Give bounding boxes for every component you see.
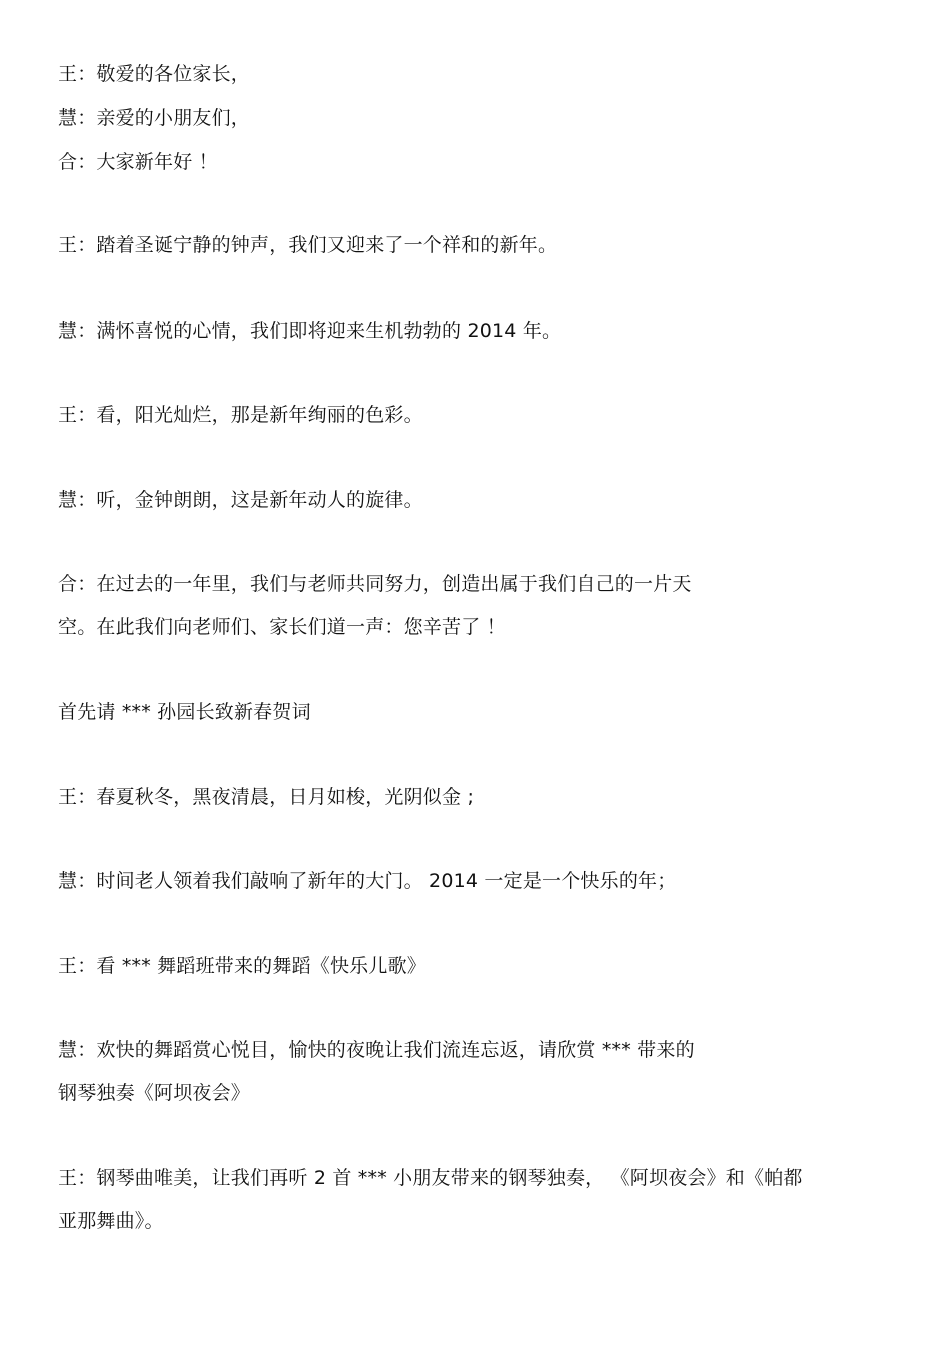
script-line: 王：钢琴曲唯美，让我们再听 2 首 *** 小朋友带来的钢琴独奏， 《阿坝夜会》和《帕都 [58,1167,803,1189]
script-line: 慧：亲爱的小朋友们， [58,107,251,129]
script-line: 慧：满怀喜悦的心情，我们即将迎来生机勃勃的 2014 年。 [58,320,562,342]
script-line: 钢琴独奏《阿坝夜会》 [58,1082,251,1104]
script-line: 王：看，阳光灿烂，那是新年绚丽的色彩。 [58,404,423,426]
script-line: 王：春夏秋冬，黑夜清晨，日月如梭，光阴似金 ; [58,786,475,808]
script-line: 慧：欢快的舞蹈赏心悦目，愉快的夜晚让我们流连忘返，请欣赏 *** 带来的 [58,1039,695,1061]
script-line: 合：在过去的一年里，我们与老师共同努力，创造出属于我们自己的一片天 [58,573,692,595]
script-line: 空。在此我们向老师们、家长们道一声：您辛苦了 ！ [58,616,506,638]
script-line: 合：大家新年好 ！ [58,151,218,173]
script-line: 首先请 *** 孙园长致新春贺词 [58,701,311,723]
script-line: 王：看 *** 舞蹈班带来的舞蹈《快乐儿歌》 [58,955,426,977]
script-line: 王：踏着圣诞宁静的钟声，我们又迎来了一个祥和的新年。 [58,234,558,256]
script-line: 王：敬爱的各位家长， [58,63,251,85]
script-line: 慧：时间老人领着我们敲响了新年的大门。 2014 一定是一个快乐的年； [58,870,677,892]
script-line: 亚那舞曲》。 [58,1210,164,1232]
script-line: 慧：听，金钟朗朗，这是新年动人的旋律。 [58,489,423,511]
